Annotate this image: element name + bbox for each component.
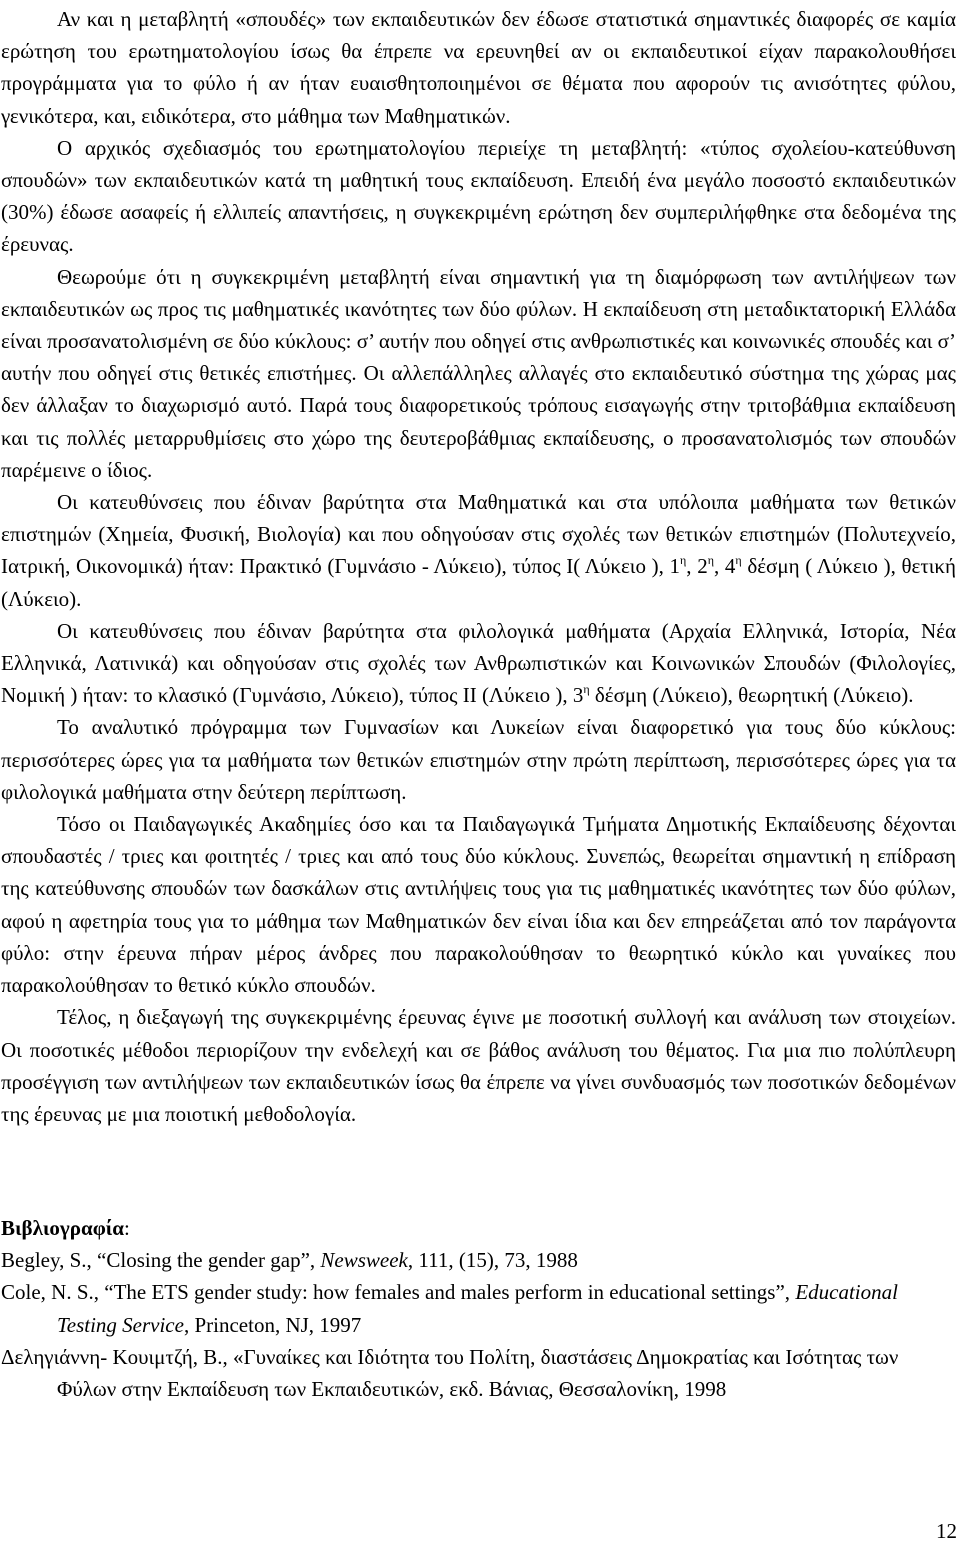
reference-details: , Princeton, NJ, 1997 <box>183 1312 362 1337</box>
superscript: η <box>707 553 714 568</box>
paragraph-text: Τόσο οι Παιδαγωγικές Ακαδημίες όσο και τα Παιδαγωγικά Τμήματα Δημοτικής Εκπαίδευσης δέχονται σπουδαστές / τριες και φοιτητές / τριες και από τους δύο κύκλους. Συνεπώς, θεωρείται σημαντική η επίδραση της κατεύθυνσης σπουδών των δασκάλων στις αντιλήψεις τους για τις μαθηματικές ικανότητες των δύο φύλων, αφού η αφετηρία τους για το μάθημα των Μαθηματικών δεν είναι ίδια και δεν επηρεάζεται από τον παράγοντα φύλο: στην έρευνα πήραν μέρος άνδρες που παρακολούθησαν το θεωρητικό κύκλο και γυναίκες που παρακολούθησαν το θετικό κύκλο σπουδών. <box>1 812 956 998</box>
paragraph-text: δέσμη ( Λύκειο ), θετική (Λύκειο). <box>1 554 956 611</box>
paragraph-text: Αν και η μεταβλητή «σπουδές» των εκπαιδευτικών δεν έδωσε στατιστικά σημαντικές διαφορές σε καμία ερώτηση του ερωτηματολογίου ίσως θα έπρεπε να ερευνηθεί αν οι εκπαιδευτικοί είχαν παρακολουθήσει προγράμματα για το φύλο ή αν ήταν ευαισθητοποιημένοι σε θέματα που αφορούν τις ανισότητες φύλου, γενικότερα, και, ειδικότερα, στο μάθημα των Μαθηματικών. <box>1 7 956 128</box>
paragraph-8 <box>1 1001 956 1130</box>
reference-item <box>1 1276 956 1340</box>
paragraph-3 <box>1 261 956 486</box>
reference-item <box>1 1341 956 1405</box>
reference-text: Cole, N. S., “The ETS gender study: how females and males perform in educational settings”, <box>1 1280 796 1305</box>
reference-source: Newsweek <box>320 1248 408 1273</box>
paragraph-text: Θεωρούμε ότι η συγκεκριμένη μεταβλητή είναι σημαντική για τη διαμόρφωση των αντιλήψεων των εκπαιδευτικών ως προς τις μαθηματικές ικανότητες των δύο φύλων. Η εκπαίδευση στη μεταδικτατορική Ελλάδα είναι προσανατολισμένη σε δύο κύκλους: σ’ αυτήν που οδηγεί στις ανθρωπιστικές και κοινωνικές σπουδές και σ’ αυτήν που οδηγεί στις θετικές επιστήμες. Οι αλλεπάλληλες αλλαγές στο εκπαιδευτικό σύστημα της χώρας μας δεν άλλαξαν το διαχωρισμό αυτό. Παρά τους διαφορετικούς τρόπους εισαγωγής στην τριτοβάθμια εκπαίδευση και τις πολλές μεταρρυθμίσεις στο χώρο της δευτεροβάθμιας εκπαίδευσης, ο προσανατολισμός των σπουδών παρέμεινε ο ίδιος. <box>1 264 956 482</box>
body-text <box>1 3 956 1130</box>
paragraph-7 <box>1 808 956 1001</box>
reference-text: Δεληγιάννη- Κουιμτζή, Β., «Γυναίκες και Ιδιότητα του Πολίτη, διαστάσεις Δημοκρατίας και Ισότητας των Φύλων στην Εκπαίδευση των Εκπαιδευτικών, εκδ. Βάνιας, Θεσσαλονίκη, 1998 <box>1 1344 899 1402</box>
paragraph-6 <box>1 711 956 808</box>
paragraph-text: Τέλος, η διεξαγωγή της συγκεκριμένης έρευνας έγινε με ποσοτική συλλογή και ανάλυση των στοιχείων. Οι ποσοτικές μέθοδοι περιορίζουν την ενδελεχή και σε βάθος ανάλυση του θέματος. Για μια πιο πολύπλευρη προσέγγιση των αντιλήψεων των εκπαιδευτικών ίσως θα έπρεπε να γίνει συνδυασμός των ποσοτικών δεδομένων της έρευνας με μια ποιοτική μεθοδολογία. <box>1 1005 956 1126</box>
reference-item <box>1 1244 956 1276</box>
page-number: 12 <box>936 1519 957 1543</box>
bibliography-title-colon: : <box>124 1216 130 1240</box>
paragraph-5 <box>1 615 956 712</box>
paragraph-4 <box>1 486 956 615</box>
bibliography-heading <box>1 1212 956 1244</box>
bibliography-title: Βιβλιογραφία <box>1 1216 125 1240</box>
reference-source: Educational Testing Service <box>57 1280 898 1337</box>
superscript: η <box>680 553 687 568</box>
paragraph-text: Οι κατευθύνσεις που έδιναν βαρύτητα στα φιλολογικά μαθήματα (Αρχαία Ελληνικά, Ιστορία, Νέα Ελληνικά, Λατινικά) και οδηγούσαν στις σχολές των Ανθρωπιστικών και Κοινωνικών Σπουδών (Φιλολογίες, Νομική ) ήταν: το κλασικό (Γυμνάσιο, Λύκειο), τύπος ΙΙ (Λύκειο ), 3 <box>1 618 956 708</box>
paragraph-2 <box>1 132 956 261</box>
paragraph-text: Ο αρχικός σχεδιασμός του ερωτηματολογίου περιείχε τη μεταβλητή: «τύπος σχολείου-κατεύθυνση σπουδών» των εκπαιδευτικών κατά τη μαθητική τους εκπαίδευση. Επειδή ένα μεγάλο ποσοστό εκπαιδευτικών (30%) έδωσε ασαφείς ή ελλιπείς απαντήσεις, η συγκεκριμένη ερώτηση δεν συμπεριλήφθηκε στα δεδομένα της έρευνας. <box>1 135 956 257</box>
paragraph-text: Οι κατευθύνσεις που έδιναν βαρύτητα στα Μαθηματικά και στα υπόλοιπα μαθήματα των θετικών επιστημών (Χημεία, Φυσική, Βιολογία) και που οδηγούσαν στις σχολές των θετικών επιστημών (Πολυτεχνείο, Ιατρική, Οικονομικά) ήταν: Πρακτικό (Γυμνάσιο - Λύκειο), τύπος Ι( Λύκειο ), 1 <box>1 490 956 579</box>
paragraph-text: , 2 <box>686 554 708 579</box>
paragraph-text: Το αναλυτικό πρόγραμμα των Γυμνασίων και Λυκείων είναι διαφορετικό για τους δύο κύκλους: περισσότερες ώρες για τα μαθήματα των θετικών επιστημών στην πρώτη περίπτωση, περισσότερες ώρες για τα φιλολογικά μαθήματα στην δεύτερη περίπτωση. <box>1 715 956 804</box>
paragraph-text: δέσμη (Λύκειο), θεωρητική (Λύκειο). <box>589 683 914 708</box>
superscript: η <box>583 682 590 697</box>
paragraph-1 <box>1 3 956 132</box>
superscript: η <box>735 553 742 568</box>
reference-text: Begley, S., “Closing the gender gap”, <box>1 1248 321 1273</box>
bibliography <box>1 1212 956 1405</box>
reference-details: , 111, (15), 73, 1988 <box>407 1248 578 1273</box>
paragraph-text: , 4 <box>713 554 736 579</box>
